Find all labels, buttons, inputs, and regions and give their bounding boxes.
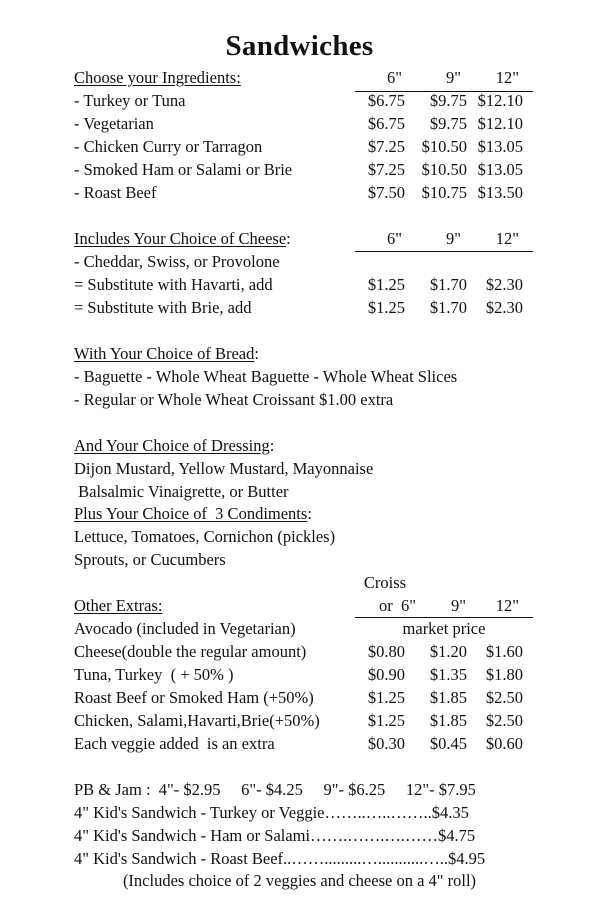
extras-heading: Other Extras: [74,596,163,615]
pbj-row [0,779,599,801]
price-12: $1.60 [485,642,523,661]
price-9: $1.70 [429,275,467,294]
kids-line: 4" Kid's Sandwich - Roast Beef..…….........…...........…..$4.95 [74,849,486,868]
price-6: $6.75 [367,114,405,133]
price-9: $9.75 [429,114,467,133]
price-9: $10.50 [421,137,467,156]
price-9: $1.70 [429,298,467,317]
price-12: $13.05 [477,160,523,179]
item-label: Chicken, Salami,Havarti,Brie(+50%) [74,711,320,730]
item-label: = Substitute with Havarti, add [74,275,273,294]
price-9: $1.20 [429,642,467,661]
size-12-header: 12" [495,68,519,87]
price-6: $1.25 [367,688,405,707]
size-12-header: 12" [495,229,519,248]
item-label: Avocado (included in Vegetarian) [74,619,296,638]
menu-row [0,664,599,686]
price-12: $13.05 [477,137,523,156]
price-9: $10.50 [421,160,467,179]
price-9: $10.75 [421,183,467,202]
kids-line: 4" Kid's Sandwich - Turkey or Veggie……..…..……..$4.35 [74,803,469,822]
price-9: $1.35 [429,665,467,684]
price-12: $2.50 [485,688,523,707]
price-6: $1.25 [367,275,405,294]
price-12: $2.30 [485,298,523,317]
item-label: Roast Beef or Smoked Ham (+50%) [74,688,314,707]
price-6: $0.90 [367,665,405,684]
menu-row [0,136,599,158]
item-label: = Substitute with Brie, add [74,298,252,317]
price-12: $0.60 [485,734,523,753]
dressing-heading: And Your Choice of Dressing: [74,436,275,455]
item-label: - Cheddar, Swiss, or Provolone [74,252,280,271]
cheese-heading: Includes Your Choice of Cheese: [74,229,291,248]
size-9-header: 9" [446,229,461,248]
croiss-label: Croiss [363,573,407,592]
cheese-header-row [0,228,599,250]
size-9-header: 9" [446,68,461,87]
size-6-header: 6" [387,68,402,87]
page-title: Sandwiches [225,30,374,62]
pbj-prices: PB & Jam : 4"- $2.95 6"- $4.25 9"- $6.25 12"- $7.95 [74,780,476,799]
price-6: $7.25 [367,160,405,179]
price-9: $0.45 [429,734,467,753]
price-9: $9.75 [429,91,467,110]
price-6: $1.25 [367,711,405,730]
price-12: $12.10 [477,91,523,110]
item-label: - Smoked Ham or Salami or Brie [74,160,293,179]
price-6: $1.25 [367,298,405,317]
menu-row [0,687,599,709]
item-label: Tuna, Turkey ( + 50% ) [74,665,234,684]
extras-size-top-row [0,572,599,594]
price-12: $13.50 [477,183,523,202]
kids-note: (Includes choice of 2 veggies and cheese on a 4" roll) [122,871,477,890]
condiments-line: Sprouts, or Cucumbers [74,550,226,569]
menu-row [0,710,599,732]
price-6: $7.25 [367,137,405,156]
menu-row [0,90,599,112]
bread-line: - Regular or Whole Wheat Croissant $1.00 extra [74,390,394,409]
menu-row [0,618,599,640]
item-label: - Vegetarian [74,114,154,133]
menu-row [0,113,599,135]
menu-row [0,274,599,296]
item-label: - Roast Beef [74,183,157,202]
ingredients-header-row [0,67,599,89]
item-label: - Chicken Curry or Tarragon [74,137,263,156]
menu-row [0,733,599,755]
size-6-header: 6" [387,229,402,248]
bread-line: - Baguette - Whole Wheat Baguette - Whole Wheat Slices [74,367,458,386]
price-12: $1.80 [485,665,523,684]
price-9: $1.85 [429,688,467,707]
dressing-line: Balsalmic Vinaigrette, or Butter [74,482,289,501]
dressing-line: Dijon Mustard, Yellow Mustard, Mayonnaise [74,459,374,478]
condiments-heading: Plus Your Choice of 3 Condiments: [74,504,312,523]
bread-heading-row [0,343,599,365]
menu-row [0,297,599,319]
price-12: $2.50 [485,711,523,730]
menu-row [0,182,599,204]
market-price: market price [402,619,486,638]
price-12: $2.30 [485,275,523,294]
price-9: $1.85 [429,711,467,730]
item-label: - Turkey or Tuna [74,91,186,110]
dressing-heading-row [0,435,599,457]
extras-header-row [0,595,599,617]
menu-row [0,159,599,181]
size-6-header: or 6" [379,596,416,615]
size-12-header: 12" [495,596,519,615]
menu-row [0,641,599,663]
size-9-header: 9" [451,596,466,615]
price-6: $0.30 [367,734,405,753]
ingredients-heading: Choose your Ingredients: [74,68,241,87]
price-6: $6.75 [367,91,405,110]
menu-row [0,251,599,273]
bread-heading: With Your Choice of Bread: [74,344,259,363]
kids-line: 4" Kid's Sandwich - Ham or Salami…….…….….……$4.75 [74,826,476,845]
item-label: Each veggie added is an extra [74,734,275,753]
condiments-line: Lettuce, Tomatoes, Cornichon (pickles) [74,527,336,546]
item-label: Cheese(double the regular amount) [74,642,307,661]
price-6: $7.50 [367,183,405,202]
price-6: $0.80 [367,642,405,661]
condiments-heading-row [0,503,599,525]
price-12: $12.10 [477,114,523,133]
